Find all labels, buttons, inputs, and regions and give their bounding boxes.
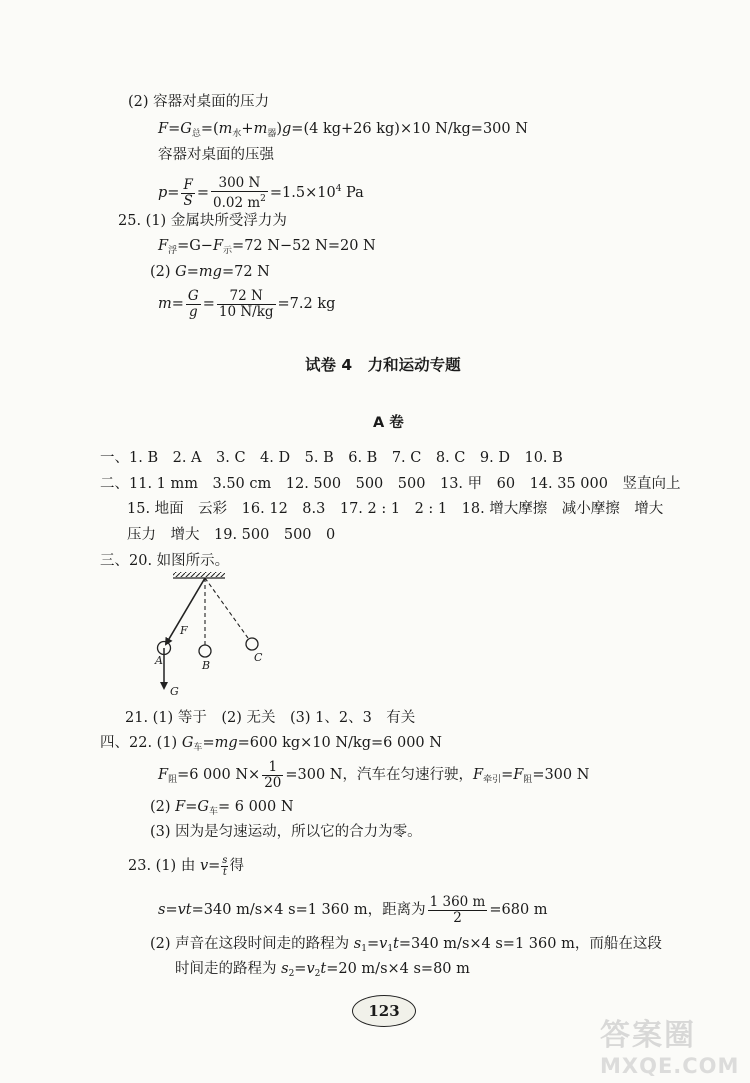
- q25-part2: (2) G=mg=72 N: [150, 264, 270, 280]
- q24-force-equation: $F=G_总=(m_水+m_器)g=(4$ kg+26 kg)×10 N/kg=300 N: [158, 121, 528, 139]
- page-number: 123: [352, 995, 416, 1027]
- part2-line3: 压力 增大 19. 500 500 0: [127, 527, 336, 543]
- part2-line2: 15. 地面 云彩 16. 12 8.3 17. 2 : 1 2 : 1 18. 增大摩擦 减小摩擦 增大: [127, 501, 664, 517]
- ceiling-hatch: [173, 572, 225, 577]
- label-c: C: [254, 651, 263, 664]
- q24-part2-label: (2) 容器对桌面的压力: [128, 94, 270, 110]
- pendulum-figure: [140, 568, 280, 703]
- label-g: G: [170, 685, 179, 698]
- label-a: A: [155, 654, 163, 667]
- watermark-logo-text: 答案圈: [600, 1018, 696, 1053]
- section-subtitle: A 卷: [373, 415, 404, 431]
- q23-part2-line2: 时间走的路程为 $s_2=v_2t=20$ m/s×4 s=80 m: [175, 961, 470, 979]
- part2-line1: 二、11. 1 mm 3.50 cm 12. 500 500 500 13. 甲 60 14. 35 000 竖直向上: [100, 476, 681, 492]
- q20-label: 三、20. 如图所示。: [100, 553, 230, 569]
- q24-pressure-equation: p= $\frac{F}{S}$ = $\frac{300 N}{0.02 m^2}$ $=1.5\times 10^4$ Pa: [158, 174, 364, 211]
- q22-part1-equation: 四、22. (1) $G_车=mg=600$ kg×10 N/kg=6 000 N: [100, 735, 442, 753]
- watermark-logo: [600, 1010, 745, 1078]
- q25-buoyancy-equation: $F_浮=G-F_示=72$ N−52 N=20 N: [158, 238, 376, 256]
- q21-answers: 21. (1) 等于 (2) 无关 (3) 1、2、3 有关: [125, 710, 416, 726]
- ball-c: [246, 638, 258, 650]
- q24-pressure-label: 容器对桌面的压强: [158, 147, 274, 163]
- q22-part3: (3) 因为是匀速运动，所以它的合力为零。: [150, 824, 422, 840]
- part1-answers: 一、1. B 2. A 3. C 4. D 5. B 6. B 7. C 8. C 9. D 10. B: [100, 450, 563, 466]
- label-f: F: [180, 624, 188, 637]
- q23-part2-line1: (2) 声音在这段时间走的路程为 $s_1=v_1t=340$ m/s×4 s=1 360 m，而船在这段: [150, 936, 662, 954]
- q22-part2: (2) $F=G_车= 6$ 000 N: [150, 799, 294, 817]
- q25-mass-equation: m= $\frac{G}{g}$ = $\frac{72 N}{10 N/kg}$ =7.2 kg: [158, 287, 336, 320]
- string-c: [205, 578, 248, 638]
- watermark-url: MXQE.COM: [600, 1054, 740, 1078]
- q25-heading: 25. (1) 金属块所受浮力为: [118, 213, 287, 229]
- q23-distance-equation: s=vt=340 m/s×4 s=1 360 m，距离为 $\frac{1 360 m}{2}$ =680 m: [158, 893, 548, 926]
- section-title: 试卷 4 力和运动专题: [305, 356, 461, 374]
- q22-friction-equation: $F_阻=6$ 000 N× $\frac{1}{20}$ =300 N，汽车在匀速行驶，$F_{牵引}=F_阻=300$ N: [158, 758, 590, 791]
- ball-b: [199, 645, 211, 657]
- q23-heading: 23. (1) 由 v= $\frac{s}{t}$ 得: [128, 854, 244, 878]
- label-b: B: [202, 659, 211, 672]
